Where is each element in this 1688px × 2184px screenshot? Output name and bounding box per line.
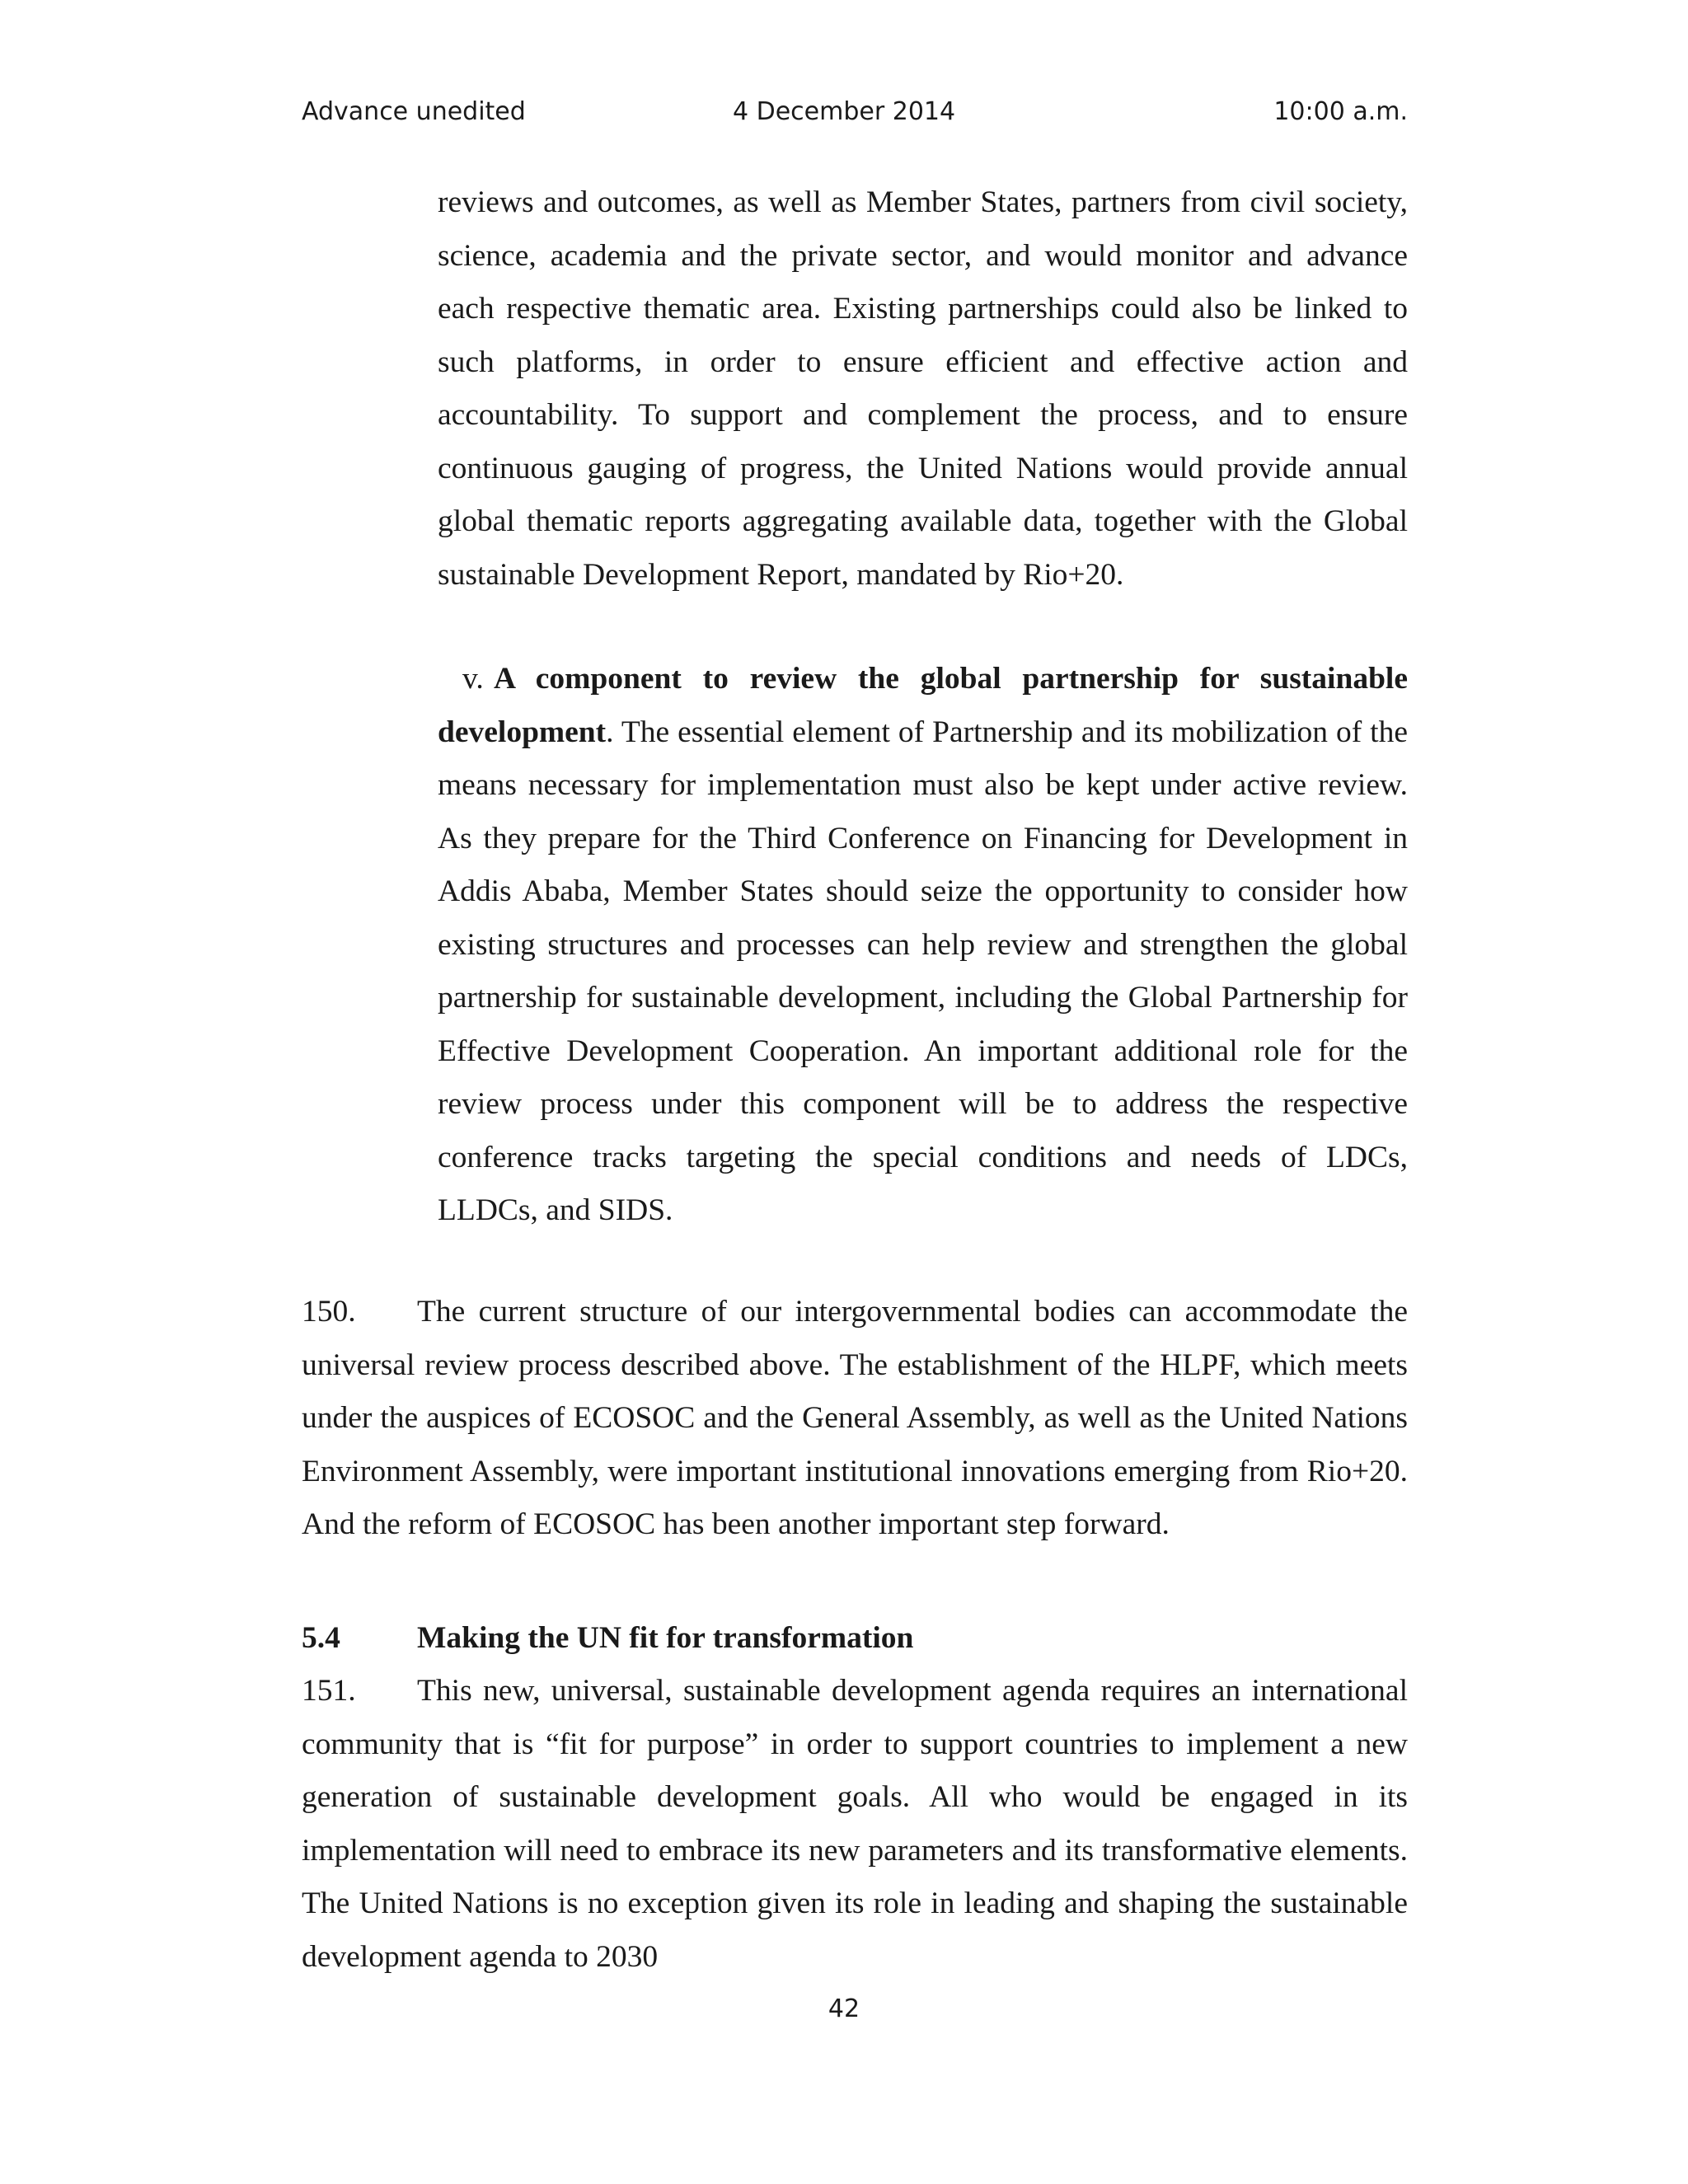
paragraph-151 bbox=[302, 1665, 1408, 1984]
page-header bbox=[302, 92, 1408, 132]
continuation-paragraph: reviews and outcomes, as well as Member States, partners from civil society, science, academia and the private sector, and would monitor and advance each respective thematic area. Existing partnerships could also be linked to such platforms, in order to ensure efficient and effective action and accountability. To support and complement the process, and to ensure continuous gauging of progress, the United Nations would provide annual global thematic reports aggregating available data, together with the Global sustainable Development Report, mandated by Rio+20. bbox=[438, 185, 1408, 592]
item-v-paragraph bbox=[438, 653, 1408, 1238]
section-heading-5-4 bbox=[302, 1612, 1408, 1666]
paragraph-150-text: The current structure of our intergovernmental bodies can accommodate the universal review process described above. The establishment of the HLPF, which meets under the auspices of ECOSOC and the General Assembly, as well as the United Nations Environment Assembly, were important institutional innovations emerging from Rio+20. And the reform of ECOSOC has been another important step forward. bbox=[302, 1295, 1408, 1541]
item-v-text: . The essential element of Partnership and its mobilization of the means necessary for implementation must also be kept under active review. As they prepare for the Third Conference on Financing for Development in Addis Ababa, Member States should seize the opportunity to consider how existing structures and processes can help review and strengthen the global partnership for sustainable development, including the Global Partnership for Effective Development Cooperation. An important additional role for the review process under this component will be to address the respective conference tracks targeting the special conditions and needs of LDCs, LLDCs, and SIDS. bbox=[438, 715, 1408, 1227]
header-status: Advance unedited bbox=[302, 97, 526, 126]
paragraph-150 bbox=[302, 1286, 1408, 1552]
paragraph-151-number: 151. bbox=[302, 1674, 356, 1708]
section-title: Making the UN fit for transformation bbox=[417, 1621, 914, 1655]
item-v-title: A component to review the global partnership for sustainable development bbox=[438, 662, 1408, 749]
section-number: 5.4 bbox=[302, 1621, 340, 1655]
header-date: 4 December 2014 bbox=[733, 97, 956, 126]
page-number: 42 bbox=[828, 1994, 860, 2023]
item-v-numeral: v. bbox=[462, 662, 484, 696]
paragraph-151-text: This new, universal, sustainable development agenda requires an international community that is “fit for purpose” in order to support countries to implement a new generation of sustainable development goals. All who would be engaged in its implementation will need to embrace its new parameters and its transformative elements. The United Nations is no exception given its role in leading and shaping the sustainable development agenda to 2030 bbox=[302, 1674, 1408, 1974]
header-time: 10:00 a.m. bbox=[1273, 97, 1408, 126]
paragraph-150-number: 150. bbox=[302, 1295, 356, 1329]
